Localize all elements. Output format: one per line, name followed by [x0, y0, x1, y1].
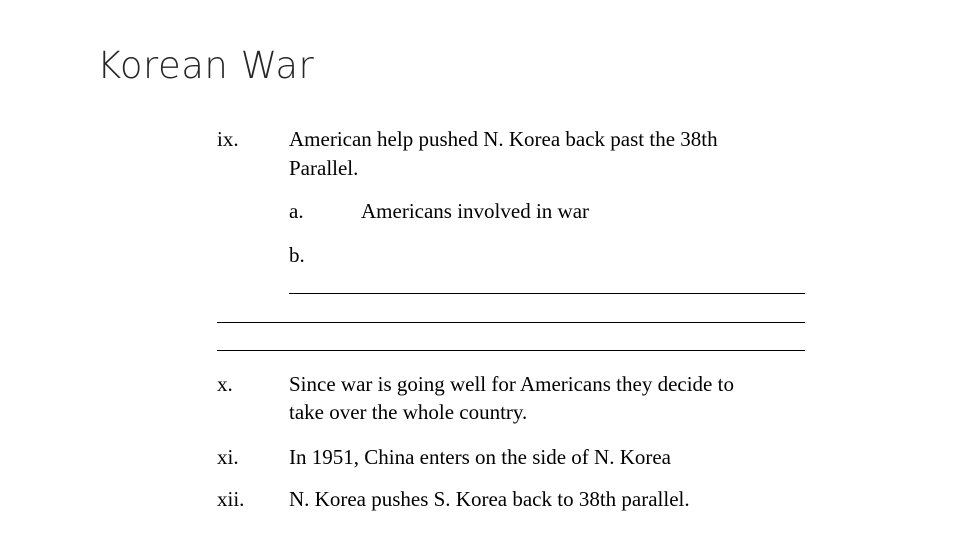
item-x-numeral: x.	[217, 372, 233, 396]
item-xii-numeral: xii.	[217, 487, 245, 511]
blank-line-3	[217, 350, 805, 351]
blank-line-2	[217, 322, 805, 323]
item-ix-sub-a-label: a.	[289, 199, 304, 223]
item-ix-sub-a-text: Americans involved in war	[361, 199, 590, 223]
item-xii-text: N. Korea pushes S. Korea back to 38th parallel.	[289, 487, 690, 511]
item-ix-text-line1: American help pushed N. Korea back past the 38th	[289, 127, 718, 151]
blank-line-1	[289, 293, 805, 294]
item-x-text-line2: take over the whole country.	[289, 400, 528, 424]
item-xi-numeral: xi.	[217, 445, 239, 469]
item-ix-text-line2: Parallel.	[289, 156, 359, 180]
item-ix-numeral: ix.	[217, 127, 239, 151]
item-x-text-line1: Since war is going well for Americans they decide to	[289, 372, 734, 396]
item-ix-sub-b-label: b.	[289, 243, 305, 267]
slide-title: Korean War	[97, 44, 315, 87]
item-xi-text: In 1951, China enters on the side of N. Korea	[289, 445, 671, 469]
